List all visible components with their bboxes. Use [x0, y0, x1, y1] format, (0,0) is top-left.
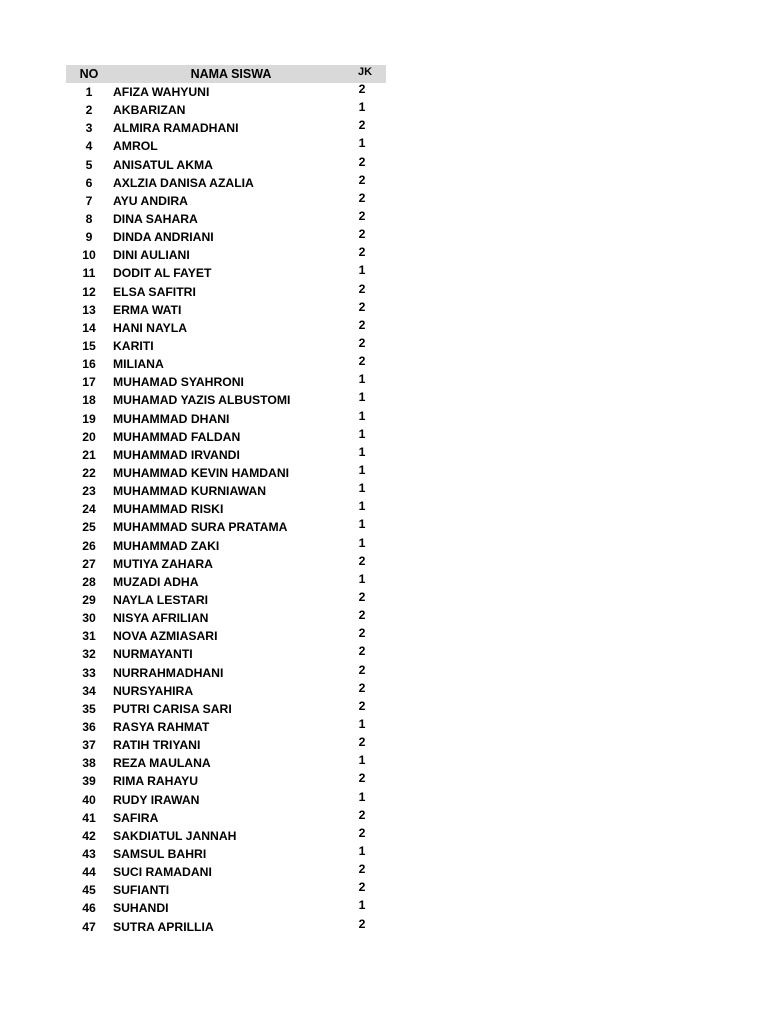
row-name: RATIH TRIYANI: [113, 738, 201, 753]
row-name: MILIANA: [113, 357, 164, 372]
row-name: RIMA RAHAYU: [113, 774, 199, 789]
row-name: NISYA AFRILIAN: [113, 611, 209, 626]
table-row: [66, 119, 386, 137]
row-jk: 2: [358, 825, 366, 840]
row-no: 9: [85, 230, 93, 245]
row-no: 22: [82, 466, 96, 481]
table-row: [66, 446, 386, 464]
table-row: [66, 301, 386, 319]
row-no: 4: [85, 139, 93, 154]
table-row: [66, 264, 386, 282]
row-jk: 1: [358, 100, 366, 115]
row-no: 21: [82, 447, 96, 462]
row-name: NAYLA LESTARI: [113, 593, 209, 607]
row-no: 25: [82, 520, 96, 535]
row-name: AMROL: [113, 139, 158, 154]
table-row: [66, 899, 386, 917]
row-jk: 2: [358, 553, 366, 568]
row-jk: 1: [358, 535, 366, 550]
row-jk: 2: [358, 82, 366, 97]
row-jk: 1: [358, 716, 366, 731]
row-name: ERMA WATI: [113, 302, 182, 317]
row-jk: 2: [358, 735, 366, 750]
row-no: 34: [82, 683, 96, 698]
table-row: [66, 863, 386, 881]
row-jk: 2: [358, 209, 366, 224]
header-name: NAMA SISWA: [190, 67, 272, 81]
row-name: NURMAYANTI: [113, 647, 193, 662]
row-name: HANI NAYLA: [113, 320, 188, 335]
row-name: MUHAMAD YAZIS ALBUSTOMI: [113, 393, 291, 408]
row-no: 1: [85, 85, 93, 100]
row-jk: 1: [358, 481, 366, 496]
row-no: 27: [82, 556, 96, 571]
row-no: 44: [82, 865, 96, 880]
table-row: [66, 682, 386, 700]
row-no: 3: [85, 121, 93, 136]
table-row: [66, 156, 386, 174]
row-jk: 1: [358, 136, 366, 151]
row-name: KARITI: [113, 339, 154, 354]
row-no: 15: [82, 339, 96, 354]
row-jk: 2: [358, 190, 366, 205]
row-name: MUHAMMAD ZAKI: [113, 538, 220, 553]
row-no: 45: [82, 883, 96, 898]
row-name: RUDY IRAWAN: [113, 792, 200, 807]
row-no: 11: [82, 266, 96, 281]
row-jk: 2: [358, 608, 366, 623]
row-jk: 1: [358, 263, 366, 278]
row-jk: 2: [358, 680, 366, 695]
row-no: 47: [82, 919, 96, 934]
row-no: 46: [82, 901, 96, 916]
row-name: SAFIRA: [113, 810, 159, 825]
table-row: [66, 246, 386, 264]
row-jk: 2: [358, 807, 366, 822]
table-row: [66, 881, 386, 899]
row-no: 41: [82, 810, 96, 825]
row-no: 38: [82, 756, 96, 771]
table-header: [66, 65, 386, 83]
row-jk: 1: [358, 426, 366, 441]
row-name: MUHAMMAD FALDAN: [113, 429, 241, 444]
table-row: [66, 373, 386, 391]
row-name: ALMIRA RAMADHANI: [113, 121, 239, 136]
row-no: 23: [82, 484, 96, 499]
row-no: 13: [82, 302, 96, 317]
row-name: AKBARIZAN: [113, 103, 186, 118]
table-row: [66, 809, 386, 827]
row-name: ELSA SAFITRI: [113, 284, 196, 299]
table-row: [66, 428, 386, 446]
row-no: 33: [82, 665, 96, 680]
table-row: [66, 174, 386, 192]
row-no: 14: [82, 320, 96, 335]
table-row: [66, 845, 386, 863]
table-row: [66, 664, 386, 682]
table-row: [66, 736, 386, 754]
table-row: [66, 319, 386, 337]
row-name: SAMSUL BAHRI: [113, 846, 207, 861]
row-name: DINDA ANDRIANI: [113, 230, 214, 245]
row-no: 12: [82, 284, 96, 299]
row-jk: 2: [358, 880, 366, 895]
table-row: [66, 591, 386, 609]
row-no: 26: [82, 538, 96, 553]
row-name: SUCI RAMADANI: [113, 865, 212, 880]
table-row: [66, 555, 386, 573]
row-name: SUFIANTI: [113, 883, 170, 898]
table-row: [66, 482, 386, 500]
table-row: [66, 83, 386, 101]
row-name: DODIT AL FAYET: [113, 266, 212, 281]
table-row: [66, 573, 386, 591]
row-no: 18: [82, 393, 96, 408]
table-row: [66, 754, 386, 772]
table-row: [66, 518, 386, 536]
row-jk: 1: [358, 444, 366, 459]
table-row: [66, 772, 386, 790]
row-jk: 1: [358, 390, 366, 405]
row-no: 8: [85, 212, 93, 227]
row-name: NOVA AZMIASARI: [113, 629, 218, 644]
table-row: [66, 283, 386, 301]
row-name: MUTIYA ZAHARA: [113, 556, 213, 571]
row-no: 43: [82, 846, 96, 861]
row-no: 30: [82, 611, 96, 626]
row-jk: 2: [358, 644, 366, 659]
row-name: SUHANDI: [113, 901, 169, 916]
row-name: PUTRI CARISA SARI: [113, 701, 232, 716]
row-no: 29: [82, 593, 96, 607]
row-jk: 2: [358, 698, 366, 713]
row-jk: 2: [358, 118, 366, 133]
row-jk: 1: [358, 372, 366, 387]
row-jk: 1: [358, 571, 366, 586]
table-row: [66, 500, 386, 518]
table-row: [66, 101, 386, 119]
table-row: [66, 228, 386, 246]
table-row: [66, 464, 386, 482]
row-jk: 1: [358, 517, 366, 532]
row-name: NURRAHMADHANI: [113, 665, 224, 680]
row-jk: 1: [358, 499, 366, 514]
row-name: DINA SAHARA: [113, 212, 198, 227]
table-row: [66, 627, 386, 645]
row-name: MUHAMAD SYAHRONI: [113, 375, 244, 390]
row-name: MUHAMMAD SURA PRATAMA: [113, 520, 288, 535]
row-jk: 2: [358, 771, 366, 786]
row-jk: 2: [358, 336, 366, 351]
row-no: 36: [82, 719, 96, 734]
row-jk: 1: [358, 843, 366, 858]
table-row: [66, 210, 386, 228]
table-row: [66, 645, 386, 663]
table-row: [66, 192, 386, 210]
table-row: [66, 718, 386, 736]
row-no: 6: [85, 175, 93, 190]
row-name: RASYA RAHMAT: [113, 719, 210, 734]
row-no: 40: [82, 792, 96, 807]
table-row: [66, 609, 386, 627]
row-name: SUTRA APRILLIA: [113, 919, 214, 934]
table-body: [66, 83, 386, 936]
row-name: DINI AULIANI: [113, 248, 190, 263]
row-name: ANISATUL AKMA: [113, 157, 213, 172]
row-jk: 1: [358, 789, 366, 804]
row-name: MUHAMMAD IRVANDI: [113, 447, 240, 462]
row-no: 5: [85, 157, 93, 172]
row-name: MUHAMMAD KEVIN HAMDANI: [113, 466, 290, 481]
table-row: [66, 410, 386, 428]
row-name: REZA MAULANA: [113, 756, 211, 771]
row-no: 35: [82, 701, 96, 716]
row-name: AFIZA WAHYUNI: [113, 85, 210, 100]
row-no: 17: [82, 375, 96, 390]
row-no: 42: [82, 828, 96, 843]
row-name: MUHAMMAD DHANI: [113, 411, 230, 426]
table-row: [66, 917, 386, 935]
row-jk: 2: [358, 662, 366, 677]
header-no: NO: [79, 67, 99, 81]
row-jk: 1: [358, 753, 366, 768]
table-row: [66, 137, 386, 155]
row-jk: 1: [358, 408, 366, 423]
row-jk: 1: [358, 463, 366, 478]
row-no: 16: [82, 357, 96, 372]
row-name: AXLZIA DANISA AZALIA: [113, 175, 254, 190]
row-jk: 2: [358, 245, 366, 260]
row-jk: 2: [358, 916, 366, 931]
student-table: [66, 65, 386, 936]
header-jk: JK: [357, 66, 373, 78]
table-row: [66, 337, 386, 355]
row-no: 32: [82, 647, 96, 662]
table-row: [66, 355, 386, 373]
row-name: MUZADI ADHA: [113, 574, 199, 589]
row-no: 20: [82, 429, 96, 444]
row-no: 7: [85, 193, 93, 208]
row-no: 28: [82, 574, 96, 589]
row-jk: 2: [358, 299, 366, 314]
row-jk: 2: [358, 317, 366, 332]
row-name: AYU ANDIRA: [113, 193, 188, 208]
row-jk: 2: [358, 354, 366, 369]
row-jk: 2: [358, 172, 366, 187]
row-jk: 2: [358, 626, 366, 641]
row-no: 24: [82, 502, 96, 517]
row-name: SAKDIATUL JANNAH: [113, 828, 237, 843]
row-name: MUHAMMAD KURNIAWAN: [113, 484, 267, 499]
row-jk: 2: [358, 281, 366, 296]
row-no: 19: [82, 411, 96, 426]
row-name: NURSYAHIRA: [113, 683, 194, 698]
table-row: [66, 391, 386, 409]
row-no: 31: [82, 629, 96, 644]
table-row: [66, 827, 386, 845]
row-no: 39: [82, 774, 96, 789]
row-jk: 2: [358, 154, 366, 169]
row-no: 2: [85, 103, 93, 118]
row-jk: 1: [358, 898, 366, 913]
row-no: 10: [82, 248, 96, 263]
row-jk: 2: [358, 590, 366, 604]
row-name: MUHAMMAD RISKI: [113, 502, 224, 517]
table-row: [66, 790, 386, 808]
table-row: [66, 700, 386, 718]
row-no: 37: [82, 738, 96, 753]
table-row: [66, 537, 386, 555]
row-jk: 2: [358, 227, 366, 242]
row-jk: 2: [358, 862, 366, 877]
